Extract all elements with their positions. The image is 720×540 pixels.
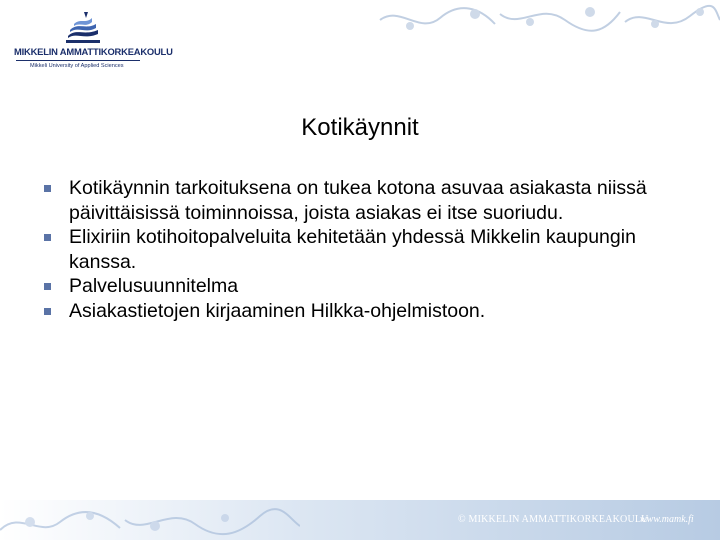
square-bullet-icon bbox=[44, 283, 51, 290]
bullet-item bbox=[44, 176, 684, 225]
bullet-text: Kotikäynnin tarkoituksena on tukea kotona asuvaa asiakasta niissä päivittäisissä toiminnoissa, joista asiakas ei itse suoriudu. bbox=[69, 177, 647, 224]
square-bullet-icon bbox=[44, 185, 51, 192]
ornament-swirl-icon bbox=[0, 500, 300, 540]
logo-divider bbox=[16, 60, 140, 61]
footer-band bbox=[0, 500, 720, 540]
logo bbox=[14, 10, 173, 72]
logo-name: MIKKELIN AMMATTIKORKEAKOULU bbox=[14, 46, 173, 57]
square-bullet-icon bbox=[44, 234, 51, 241]
title-text: Kotikäynnit bbox=[301, 114, 419, 141]
slide-title bbox=[0, 114, 720, 142]
logo-waves-icon bbox=[62, 10, 104, 44]
bullet-item bbox=[44, 274, 684, 299]
bullet-text: Elixiriin kotihoitopalveluita kehitetään yhdessä Mikkelin kaupungin kanssa. bbox=[69, 226, 636, 273]
bullet-text: Palvelusuunnitelma bbox=[69, 275, 239, 297]
bullet-item bbox=[44, 225, 684, 274]
ornament-swirl-icon bbox=[370, 0, 720, 42]
bullet-text: Asiakastietojen kirjaaminen Hilkka-ohjelmistoon. bbox=[69, 299, 486, 322]
footer-copyright: © MIKKELIN AMMATTIKORKEAKOULU bbox=[458, 514, 649, 525]
bullet-list bbox=[44, 176, 684, 323]
bullet-item bbox=[44, 299, 684, 324]
logo-subtitle: Mikkeli University of Applied Sciences bbox=[30, 63, 124, 69]
square-bullet-icon bbox=[44, 308, 51, 315]
footer-url: www.mamk.fi bbox=[640, 514, 694, 525]
